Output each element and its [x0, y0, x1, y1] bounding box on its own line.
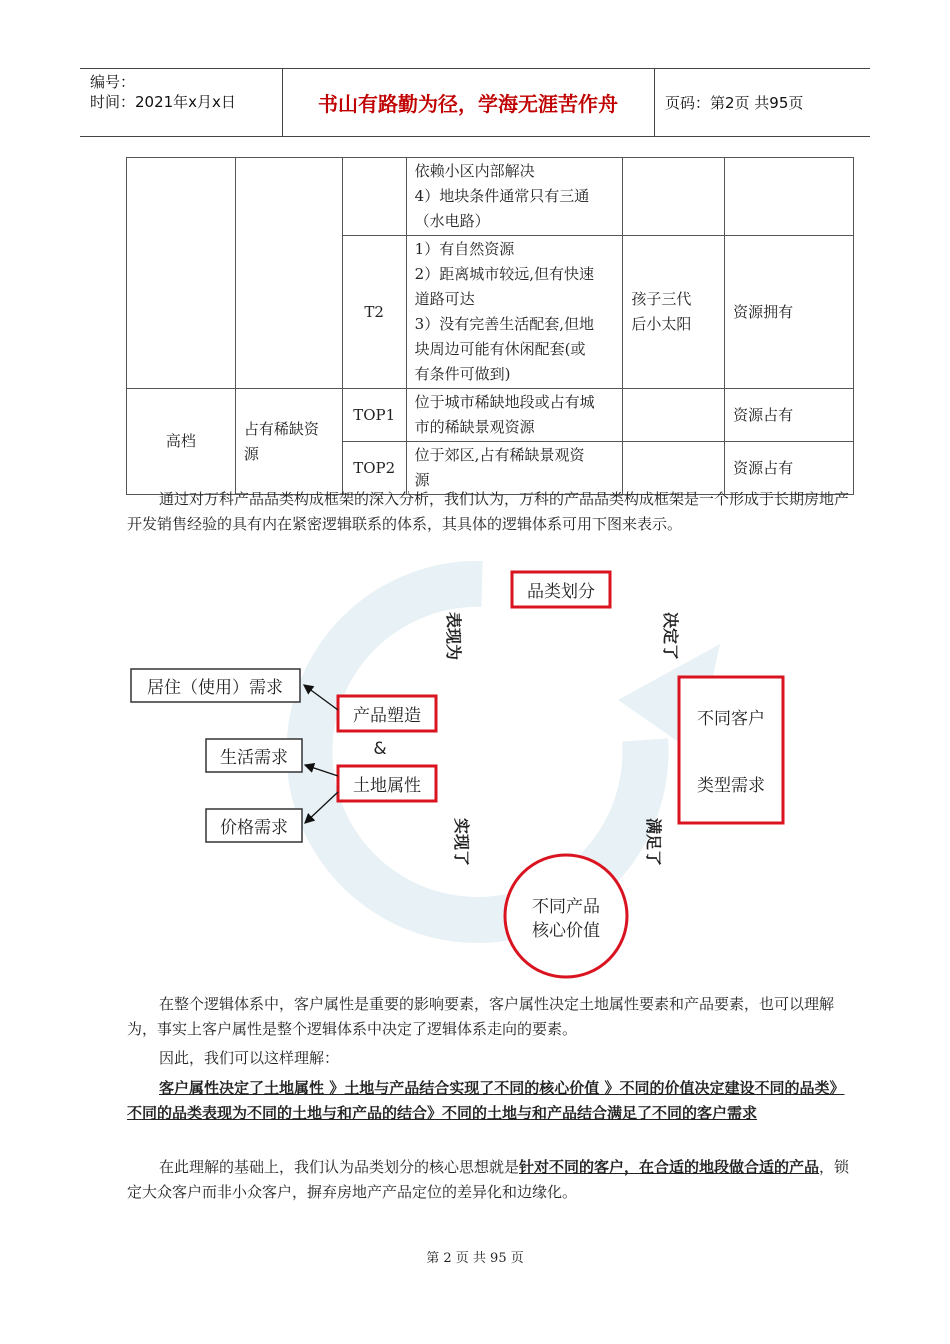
cell-line: 源 — [414, 471, 430, 489]
table-row — [127, 158, 854, 236]
cell-line: 后小太阳 — [631, 315, 692, 333]
core-value-line2: 核心价值 — [532, 921, 600, 941]
table-cell — [127, 158, 236, 389]
ampersand: & — [373, 739, 387, 759]
cell-line: 孩子三代 — [631, 290, 692, 308]
core-idea-post: ，锁定大众客户而非小众客户，摒弃房地产产品定位的差异化和边缘化。 — [127, 1158, 850, 1201]
core-idea-emphasis: 针对不同的客户，在合适的地段做合适的产品 — [519, 1158, 820, 1176]
cell-line: 有条件可做到) — [414, 365, 511, 383]
cell-line: 依赖小区内部解决 — [414, 162, 535, 180]
number-label: 编号： — [90, 73, 136, 91]
cell-line: 占有稀缺资 — [243, 419, 319, 438]
table-cell: T2 — [342, 236, 406, 389]
table-cell: 资源拥有 — [725, 236, 854, 389]
cell-line: 3）没有完善生活配套,但地 — [414, 315, 594, 333]
product-shaping-label: 产品塑造 — [353, 706, 421, 726]
table-cell — [623, 158, 725, 236]
cell-line: 1）有自然资源 — [414, 240, 515, 258]
paragraph-therefore: 因此，我们可以这样理解： — [159, 1049, 340, 1067]
customer-needs-line1: 不同客户 — [697, 709, 765, 729]
table-cell: 资源占有 — [725, 442, 854, 495]
intro-paragraph: 通过对万科产品品类构成框架的深入分析，我们认为，万科的产品品类构成框架是一个形成于长期房地产开发销售经验的具有内在紧密逻辑联系的体系，其具体的逻辑体系可用下图来表示。 — [127, 490, 850, 533]
customer-needs-line2: 类型需求 — [697, 776, 765, 796]
cell-line: 市的稀缺景观资源 — [414, 418, 535, 436]
core-idea-pre: 在此理解的基础上，我们认为品类划分的核心思想就是 — [159, 1158, 520, 1176]
category-division-label: 品类划分 — [527, 582, 595, 602]
cell-line: 道路可达 — [414, 290, 475, 308]
table-cell — [406, 158, 623, 236]
cell-line: 位于郊区,占有稀缺景观资 — [414, 446, 585, 464]
arc-label-top-right: 决定了 — [661, 612, 680, 661]
living-use-need-label: 居住（使用）需求 — [147, 678, 283, 698]
paragraph-logic-chain: 客户属性决定了土地属性 》土地与产品结合实现了不同的核心价值 》不同的价值决定建设不同的品类》不同的品类表现为不同的土地与和产品的结合》不同的土地与和产品结合满足了不同的客户需求 — [127, 1079, 845, 1122]
table-cell: 高档 — [127, 389, 236, 495]
motto: 书山有路勤为径，学海无涯苦作舟 — [318, 92, 618, 116]
table-cell — [623, 236, 725, 389]
header-motto-cell — [282, 69, 655, 136]
table-cell — [235, 389, 342, 495]
table-cell — [235, 158, 342, 389]
land-attribute-label: 土地属性 — [353, 776, 421, 796]
paragraph-core-idea — [127, 1155, 855, 1205]
header-meta-cell — [80, 69, 283, 136]
category-table — [126, 157, 854, 495]
cell-line: 源 — [243, 444, 259, 463]
table-row — [127, 389, 854, 442]
paragraph-customer-attribute: 在整个逻辑体系中，客户属性是重要的影响要素，客户属性决定土地属性要素和产品要素，也可以理解为，事实上客户属性是整个逻辑体系中决定了逻辑体系走向的要素。 — [127, 995, 835, 1038]
table-cell — [725, 158, 854, 236]
cell-line: 位于城市稀缺地段或占有城 — [414, 393, 595, 411]
cell-line: 2）距离城市较远,但有快速 — [414, 265, 594, 283]
cell-line: （水电路） — [414, 212, 490, 230]
table-cell — [623, 389, 725, 442]
table-cell — [342, 158, 406, 236]
arc-label-top-left: 表现为 — [444, 612, 463, 661]
customer-needs-box — [679, 677, 783, 823]
arc-label-bottom-left: 实现了 — [452, 818, 471, 867]
life-need-label: 生活需求 — [220, 748, 288, 768]
table-cell: TOP2 — [342, 442, 406, 495]
price-need-label: 价格需求 — [220, 818, 288, 838]
page-header — [80, 68, 870, 137]
table-cell — [406, 389, 623, 442]
cell-line: 块周边可能有休闲配套(或 — [414, 340, 586, 358]
cell-line: 4）地块条件通常只有三通 — [414, 187, 590, 205]
logic-diagram — [120, 560, 820, 980]
table-cell — [406, 236, 623, 389]
table-cell: 资源占有 — [725, 389, 854, 442]
core-value-line1: 不同产品 — [532, 897, 600, 917]
arc-label-bottom-right: 满足了 — [644, 818, 663, 867]
page-footer: 第 2 页 共 95 页 — [426, 1251, 524, 1266]
table-cell: TOP1 — [342, 389, 406, 442]
time-label: 时间：2021年x月x日 — [90, 93, 236, 111]
page-info: 页码：第2页 共95页 — [665, 94, 804, 112]
